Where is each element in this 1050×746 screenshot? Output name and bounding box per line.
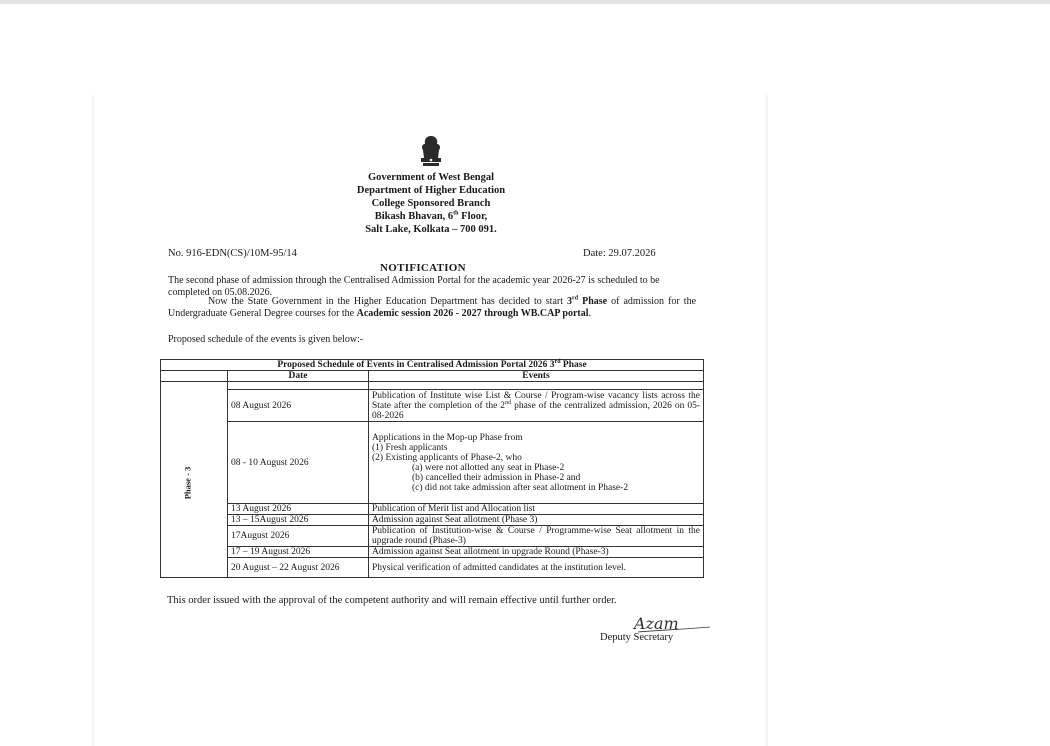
row-event: Admission against Seat allotment (Phase 3) — [369, 515, 704, 526]
row-date: 17August 2026 — [228, 526, 369, 547]
letterhead — [300, 171, 562, 236]
paragraph-decision: Now the State Government in the Higher Education Department has decided to start 3rd Phase of admission for the Undergraduate General Degree courses for the Academic session 2026 - 2027 through WB.CAP portal. — [168, 295, 697, 319]
row-event: Publication of Institute wise List & Course / Program-wise vacancy lists across the State after the completion of the 2nd phase of the centralized admission, 2026 on 05-08-2026 — [369, 390, 704, 422]
row-date: 13 – 15August 2026 — [228, 515, 369, 526]
row-date: 08 - 10 August 2026 — [228, 422, 369, 504]
letterhead-building: Bikash Bhavan, 6th Floor, — [374, 210, 488, 222]
row-date: 17 – 19 August 2026 — [228, 547, 369, 558]
notification-title: NOTIFICATION — [380, 262, 466, 274]
letterhead-department: Department of Higher Education — [356, 185, 506, 196]
row-date: 20 August – 22 August 2026 — [228, 558, 369, 578]
table-row — [161, 422, 704, 504]
row-date: 13 August 2026 — [228, 504, 369, 515]
phase-label: Phase - 3 — [182, 466, 193, 500]
phase-cell — [161, 390, 228, 578]
header-phase — [161, 371, 228, 382]
row-event: Publication of Merit list and Allocation list — [369, 504, 704, 515]
row-event: Physical verification of admitted candidates at the institution level. — [369, 558, 704, 578]
page-edge-right — [764, 95, 768, 746]
signatory-designation: Deputy Secretary — [600, 632, 674, 643]
svg-text:Azam: Azam — [634, 614, 679, 633]
paragraph-schedule-intro: Proposed schedule of the events is given below:- — [168, 334, 364, 345]
schedule-table — [160, 359, 704, 578]
letterhead-branch: College Sponsored Branch — [371, 198, 491, 209]
table-row — [161, 558, 704, 578]
table-row — [161, 547, 704, 558]
table-row — [161, 526, 704, 547]
row-event: Publication of Institution-wise & Course / Programme-wise Seat allotment in the upgrade round (Phase-3) — [369, 526, 704, 547]
table-row — [161, 504, 704, 515]
letterhead-government: Government of West Bengal — [367, 172, 495, 183]
viewer-top-strip — [0, 0, 1050, 4]
header-date: Date — [228, 371, 369, 382]
row-event: Admission against Seat allotment in upgrade Round (Phase-3) — [369, 547, 704, 558]
reference-number: No. 916-EDN(CS)/10M-95/14 — [168, 248, 297, 259]
row-event: Applications in the Mop-up Phase from (1) Fresh applicants (2) Existing applicants of Phase-2, who (a) were not allotted any seat in Phase-2 (b) cancelled their admission in Phase-2 and (c) did not take admission after seat allotment in Phase-2 — [369, 422, 704, 504]
schedule-table-caption: Proposed Schedule of Events in Centralised Admission Portal 2026 3rd Phase — [161, 360, 704, 371]
letterhead-address: Salt Lake, Kolkata – 700 091. — [365, 224, 497, 235]
state-emblem-icon — [416, 134, 446, 170]
table-row — [161, 390, 704, 422]
page-edge-left — [92, 95, 96, 746]
header-events: Events — [369, 371, 704, 382]
closing-statement: This order issued with the approval of the competent authority and will remain effective until further order. — [167, 595, 617, 606]
notification-date: Date: 29.07.2026 — [583, 248, 656, 259]
row-date: 08 August 2026 — [228, 390, 369, 422]
paragraph-intro: The second phase of admission through the Centralised Admission Portal for the academic year 2026-27 is scheduled to be completed on 05.08.2026. — [168, 275, 660, 298]
table-row — [161, 515, 704, 526]
